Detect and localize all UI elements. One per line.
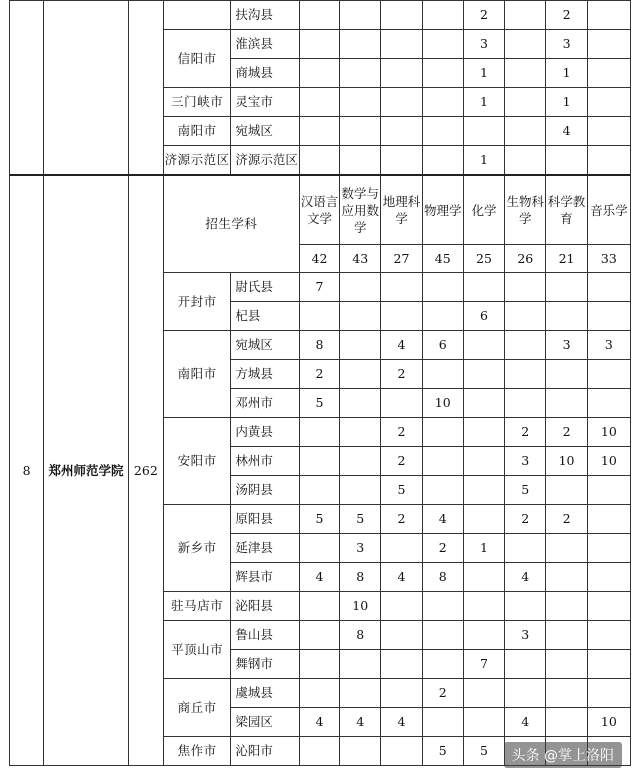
prev-total-cell bbox=[128, 1, 163, 176]
quota-cell bbox=[463, 360, 504, 389]
quota-cell bbox=[381, 737, 422, 766]
quota-cell bbox=[340, 650, 381, 679]
quota-cell bbox=[422, 360, 463, 389]
county-cell: 林州市 bbox=[231, 447, 299, 476]
quota-cell bbox=[505, 534, 546, 563]
quota-cell bbox=[463, 505, 504, 534]
quota-cell bbox=[587, 534, 630, 563]
quota-cell bbox=[340, 273, 381, 302]
quota-cell bbox=[505, 679, 546, 708]
quota-cell bbox=[422, 708, 463, 737]
quota-cell: 5 bbox=[299, 389, 339, 418]
quota-cell bbox=[422, 476, 463, 505]
quota-cell bbox=[422, 302, 463, 331]
quota-cell bbox=[299, 447, 339, 476]
subject-total: 27 bbox=[381, 245, 422, 273]
subject-header: 地理科学 bbox=[381, 175, 422, 245]
quota-cell bbox=[340, 302, 381, 331]
quota-cell bbox=[587, 389, 630, 418]
quota-cell: 1 bbox=[546, 59, 587, 88]
subject-header: 音乐学 bbox=[587, 175, 630, 245]
quota-cell bbox=[299, 592, 339, 621]
table-row bbox=[10, 1, 631, 30]
quota-cell bbox=[463, 708, 504, 737]
quota-cell: 2 bbox=[381, 505, 422, 534]
quota-cell bbox=[587, 505, 630, 534]
quota-cell bbox=[463, 679, 504, 708]
quota-cell: 5 bbox=[463, 737, 504, 766]
subject-total: 45 bbox=[422, 245, 463, 273]
quota-cell: 7 bbox=[463, 650, 504, 679]
quota-cell bbox=[587, 592, 630, 621]
quota-cell bbox=[340, 476, 381, 505]
quota-cell bbox=[546, 621, 587, 650]
county-cell: 淮滨县 bbox=[231, 30, 299, 59]
quota-cell bbox=[587, 650, 630, 679]
subject-total: 43 bbox=[340, 245, 381, 273]
quota-cell: 2 bbox=[505, 418, 546, 447]
quota-cell bbox=[587, 302, 630, 331]
subject-header: 科学教育 bbox=[546, 175, 587, 245]
quota-cell: 4 bbox=[299, 563, 339, 592]
quota-cell bbox=[463, 447, 504, 476]
quota-cell bbox=[546, 302, 587, 331]
quota-cell bbox=[299, 737, 339, 766]
quota-cell bbox=[340, 331, 381, 360]
quota-cell bbox=[381, 534, 422, 563]
quota-cell: 4 bbox=[505, 708, 546, 737]
quota-cell: 2 bbox=[381, 418, 422, 447]
quota-cell bbox=[299, 679, 339, 708]
quota-cell bbox=[505, 389, 546, 418]
quota-cell: 7 bbox=[299, 273, 339, 302]
quota-cell bbox=[546, 563, 587, 592]
quota-cell: 4 bbox=[381, 563, 422, 592]
subject-total: 26 bbox=[505, 245, 546, 273]
quota-cell bbox=[463, 476, 504, 505]
subject-header: 物理学 bbox=[422, 175, 463, 245]
quota-cell bbox=[463, 389, 504, 418]
quota-cell: 1 bbox=[463, 59, 504, 88]
city-cell: 焦作市 bbox=[163, 737, 230, 766]
quota-cell bbox=[587, 360, 630, 389]
county-cell: 宛城区 bbox=[231, 331, 299, 360]
quota-cell bbox=[422, 447, 463, 476]
quota-cell bbox=[463, 621, 504, 650]
quota-cell bbox=[340, 418, 381, 447]
quota-cell bbox=[463, 273, 504, 302]
quota-cell bbox=[587, 273, 630, 302]
county-cell: 邓州市 bbox=[231, 389, 299, 418]
county-cell: 舞钢市 bbox=[231, 650, 299, 679]
city-cell: 济源示范区 bbox=[163, 146, 230, 176]
school-no-cell: 8 bbox=[10, 175, 44, 766]
quota-cell bbox=[546, 708, 587, 737]
subject-header: 生物科学 bbox=[505, 175, 546, 245]
quota-cell bbox=[587, 679, 630, 708]
quota-cell: 8 bbox=[340, 563, 381, 592]
quota-cell bbox=[546, 592, 587, 621]
city-cell: 南阳市 bbox=[163, 331, 230, 418]
quota-cell bbox=[422, 592, 463, 621]
quota-cell: 4 bbox=[299, 708, 339, 737]
city-cell: 南阳市 bbox=[163, 117, 230, 146]
city-cell: 开封市 bbox=[163, 273, 230, 331]
quota-cell: 8 bbox=[422, 563, 463, 592]
quota-cell: 8 bbox=[340, 621, 381, 650]
quota-cell: 10 bbox=[587, 447, 630, 476]
quota-cell bbox=[340, 447, 381, 476]
quota-cell: 4 bbox=[546, 117, 587, 146]
quota-cell bbox=[340, 389, 381, 418]
quota-cell bbox=[546, 679, 587, 708]
county-cell: 灵宝市 bbox=[231, 88, 299, 117]
city-cell: 信阳市 bbox=[163, 30, 230, 88]
quota-cell: 1 bbox=[463, 534, 504, 563]
quota-cell: 2 bbox=[463, 1, 504, 30]
quota-cell bbox=[505, 331, 546, 360]
quota-cell bbox=[546, 650, 587, 679]
quota-cell bbox=[299, 302, 339, 331]
city-cell: 平顶山市 bbox=[163, 621, 230, 679]
quota-cell bbox=[422, 650, 463, 679]
quota-cell bbox=[381, 650, 422, 679]
quota-cell: 4 bbox=[340, 708, 381, 737]
quota-cell: 4 bbox=[381, 708, 422, 737]
quota-cell bbox=[546, 273, 587, 302]
quota-cell: 4 bbox=[381, 331, 422, 360]
quota-cell bbox=[463, 563, 504, 592]
city-cell bbox=[163, 1, 230, 30]
watermark-badge: 头条 @掌上洛阳 bbox=[504, 742, 622, 768]
quota-cell: 3 bbox=[505, 447, 546, 476]
subject-header: 化学 bbox=[463, 175, 504, 245]
subject-total: 21 bbox=[546, 245, 587, 273]
quota-cell: 2 bbox=[505, 505, 546, 534]
admission-table-page bbox=[9, 0, 631, 780]
county-cell: 泌阳县 bbox=[231, 592, 299, 621]
quota-cell: 3 bbox=[505, 621, 546, 650]
quota-cell bbox=[587, 476, 630, 505]
quota-cell bbox=[381, 679, 422, 708]
county-cell: 方城县 bbox=[231, 360, 299, 389]
quota-cell: 2 bbox=[546, 418, 587, 447]
quota-cell bbox=[299, 534, 339, 563]
quota-cell bbox=[546, 360, 587, 389]
quota-cell bbox=[299, 650, 339, 679]
prev-no-cell bbox=[10, 1, 44, 176]
quota-cell: 3 bbox=[587, 331, 630, 360]
county-cell: 汤阴县 bbox=[231, 476, 299, 505]
county-cell: 辉县市 bbox=[231, 563, 299, 592]
subject-total: 42 bbox=[299, 245, 339, 273]
quota-cell: 10 bbox=[546, 447, 587, 476]
subject-header: 数学与应用数学 bbox=[340, 175, 381, 245]
quota-cell: 5 bbox=[340, 505, 381, 534]
county-cell: 梁园区 bbox=[231, 708, 299, 737]
quota-cell bbox=[505, 592, 546, 621]
quota-cell bbox=[299, 621, 339, 650]
quota-cell: 10 bbox=[422, 389, 463, 418]
county-cell: 内黄县 bbox=[231, 418, 299, 447]
county-cell: 虞城县 bbox=[231, 679, 299, 708]
city-cell: 安阳市 bbox=[163, 418, 230, 505]
quota-cell bbox=[505, 273, 546, 302]
county-cell: 宛城区 bbox=[231, 117, 299, 146]
quota-cell bbox=[422, 418, 463, 447]
quota-cell bbox=[546, 534, 587, 563]
quota-cell bbox=[505, 650, 546, 679]
quota-cell: 3 bbox=[546, 331, 587, 360]
quota-cell: 6 bbox=[463, 302, 504, 331]
quota-cell bbox=[299, 476, 339, 505]
subject-total: 25 bbox=[463, 245, 504, 273]
quota-cell bbox=[381, 302, 422, 331]
county-cell: 杞县 bbox=[231, 302, 299, 331]
quota-cell: 10 bbox=[587, 708, 630, 737]
quota-cell bbox=[463, 592, 504, 621]
quota-cell bbox=[505, 302, 546, 331]
quota-cell: 1 bbox=[463, 146, 504, 176]
quota-cell bbox=[381, 273, 422, 302]
quota-cell bbox=[463, 331, 504, 360]
quota-cell: 5 bbox=[381, 476, 422, 505]
quota-cell: 2 bbox=[422, 679, 463, 708]
quota-cell: 5 bbox=[422, 737, 463, 766]
county-cell: 沁阳市 bbox=[231, 737, 299, 766]
quota-cell bbox=[381, 592, 422, 621]
quota-cell bbox=[340, 360, 381, 389]
quota-cell: 10 bbox=[340, 592, 381, 621]
prev-school-cell bbox=[44, 1, 129, 176]
county-cell: 商城县 bbox=[231, 59, 299, 88]
subject-total: 33 bbox=[587, 245, 630, 273]
quota-cell: 5 bbox=[505, 476, 546, 505]
city-cell: 驻马店市 bbox=[163, 592, 230, 621]
quota-cell bbox=[587, 621, 630, 650]
quota-cell bbox=[340, 679, 381, 708]
subject-label-cell: 招生学科 bbox=[163, 175, 299, 273]
table-row bbox=[10, 175, 631, 245]
quota-cell: 2 bbox=[381, 447, 422, 476]
admission-quota-table bbox=[9, 0, 631, 766]
school-name-cell: 郑州师范学院 bbox=[44, 175, 129, 766]
county-cell: 尉氏县 bbox=[231, 273, 299, 302]
quota-cell bbox=[422, 273, 463, 302]
quota-cell: 1 bbox=[463, 88, 504, 117]
subject-header: 汉语言文学 bbox=[299, 175, 339, 245]
county-cell: 扶沟县 bbox=[231, 1, 299, 30]
county-cell: 原阳县 bbox=[231, 505, 299, 534]
quota-cell: 4 bbox=[422, 505, 463, 534]
county-cell: 济源示范区 bbox=[231, 146, 299, 176]
quota-cell: 2 bbox=[381, 360, 422, 389]
quota-cell: 5 bbox=[299, 505, 339, 534]
county-cell: 鲁山县 bbox=[231, 621, 299, 650]
quota-cell: 2 bbox=[299, 360, 339, 389]
quota-cell: 6 bbox=[422, 331, 463, 360]
quota-cell bbox=[546, 476, 587, 505]
county-cell: 延津县 bbox=[231, 534, 299, 563]
quota-cell: 8 bbox=[299, 331, 339, 360]
quota-cell: 2 bbox=[546, 1, 587, 30]
quota-cell bbox=[463, 418, 504, 447]
quota-cell: 4 bbox=[505, 563, 546, 592]
city-cell: 新乡市 bbox=[163, 505, 230, 592]
quota-cell: 2 bbox=[546, 505, 587, 534]
quota-cell: 3 bbox=[340, 534, 381, 563]
school-total-cell: 262 bbox=[128, 175, 163, 766]
quota-cell bbox=[546, 389, 587, 418]
quota-cell: 3 bbox=[463, 30, 504, 59]
quota-cell bbox=[505, 360, 546, 389]
city-cell: 三门峡市 bbox=[163, 88, 230, 117]
quota-cell bbox=[381, 621, 422, 650]
quota-cell bbox=[381, 389, 422, 418]
city-cell: 商丘市 bbox=[163, 679, 230, 737]
quota-cell: 2 bbox=[422, 534, 463, 563]
quota-cell: 10 bbox=[587, 418, 630, 447]
quota-cell: 1 bbox=[546, 88, 587, 117]
quota-cell bbox=[340, 737, 381, 766]
quota-cell bbox=[299, 418, 339, 447]
quota-cell: 3 bbox=[546, 30, 587, 59]
quota-cell bbox=[422, 621, 463, 650]
quota-cell bbox=[587, 563, 630, 592]
